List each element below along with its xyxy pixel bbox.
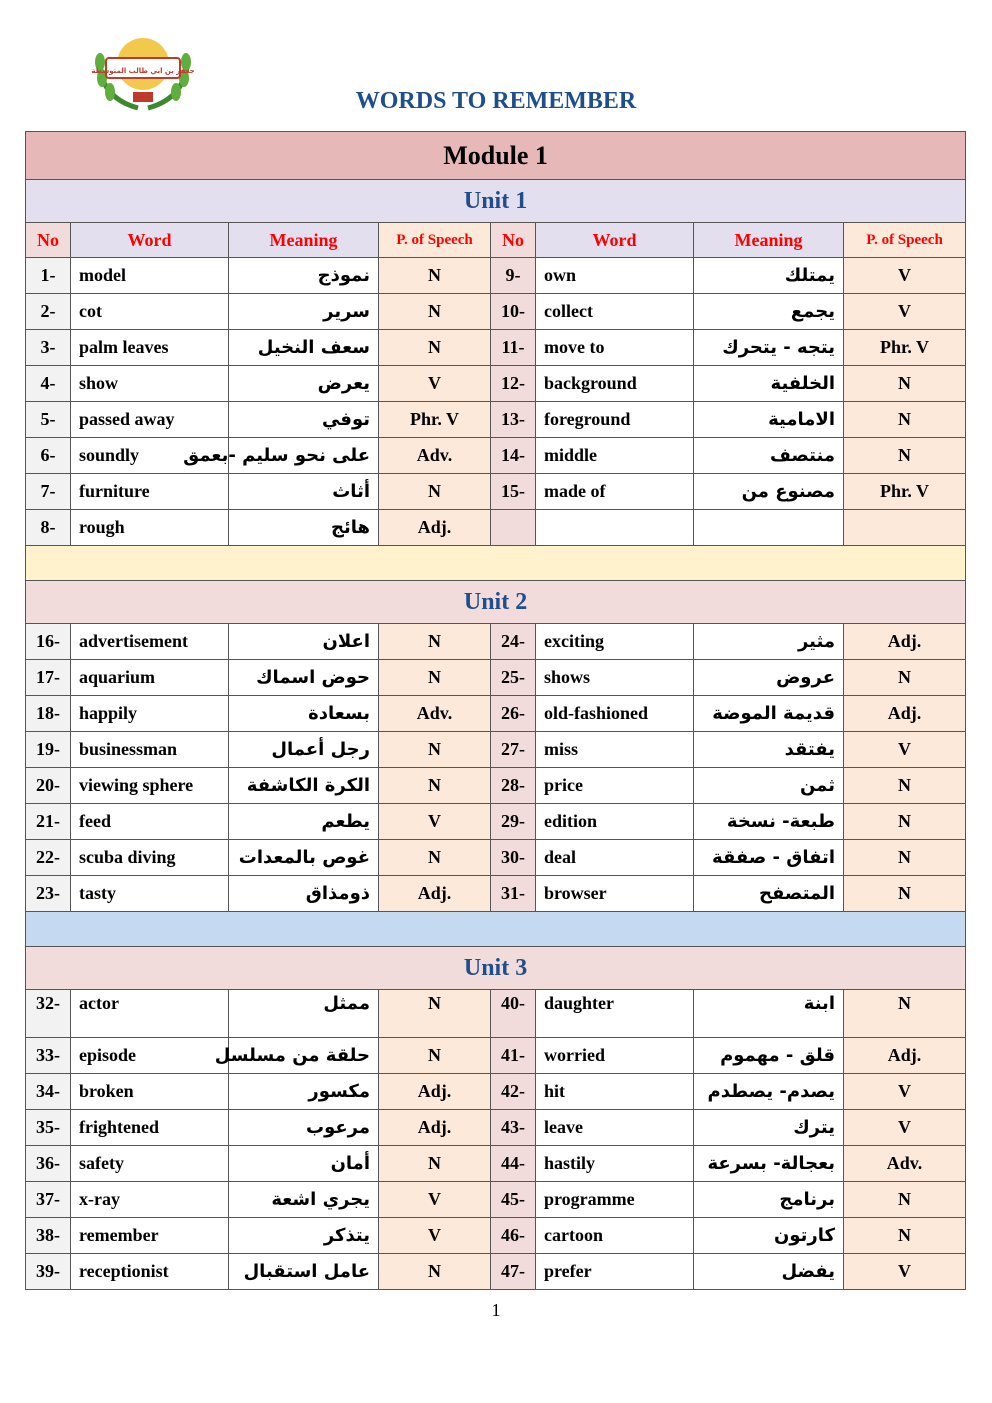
column-header-word: Word: [536, 223, 694, 258]
pos-cell: N: [844, 840, 966, 876]
meaning-cell: عروض: [694, 660, 844, 696]
pos-cell: V: [844, 1254, 966, 1290]
number-cell: 11-: [491, 330, 536, 366]
number-cell: 41-: [491, 1038, 536, 1074]
word-cell: move to: [536, 330, 694, 366]
unit-title: Unit 1: [26, 180, 966, 223]
meaning-cell: يعرض: [229, 366, 379, 402]
word-cell: miss: [536, 732, 694, 768]
pos-cell: N: [844, 438, 966, 474]
word-cell: advertisement: [71, 624, 229, 660]
pos-cell: N: [844, 768, 966, 804]
pos-cell: V: [844, 1074, 966, 1110]
pos-cell: Adv.: [379, 438, 491, 474]
meaning-cell: توفي: [229, 402, 379, 438]
column-header-word: Word: [71, 223, 229, 258]
table-row: [26, 438, 966, 474]
meaning-cell: مثير: [694, 624, 844, 660]
word-cell: aquarium: [71, 660, 229, 696]
word-cell: worried: [536, 1038, 694, 1074]
column-header-no: No: [26, 223, 71, 258]
word-cell: rough: [71, 510, 229, 546]
pos-cell: N: [844, 804, 966, 840]
word-cell: cartoon: [536, 1218, 694, 1254]
column-header-meaning: Meaning: [694, 223, 844, 258]
word-cell: broken: [71, 1074, 229, 1110]
meaning-cell: سعف النخيل: [229, 330, 379, 366]
meaning-cell: كارتون: [694, 1218, 844, 1254]
pos-cell: Phr. V: [844, 474, 966, 510]
unit-row: [26, 947, 966, 990]
pos-cell: N: [379, 1254, 491, 1290]
table-row: [26, 624, 966, 660]
pos-cell: N: [844, 1182, 966, 1218]
pos-cell: N: [379, 474, 491, 510]
number-cell: 45-: [491, 1182, 536, 1218]
meaning-cell: يفضل: [694, 1254, 844, 1290]
meaning-cell: يجمع: [694, 294, 844, 330]
number-cell: 28-: [491, 768, 536, 804]
number-cell: 40-: [491, 990, 536, 1038]
word-cell: frightened: [71, 1110, 229, 1146]
meaning-cell: الخلفية: [694, 366, 844, 402]
meaning-cell: يجري اشعة: [229, 1182, 379, 1218]
meaning-cell: حلقة من مسلسل: [229, 1038, 379, 1074]
table-row: [26, 768, 966, 804]
meaning-cell: يترك: [694, 1110, 844, 1146]
word-cell: foreground: [536, 402, 694, 438]
meaning-cell: طبعة- نسخة: [694, 804, 844, 840]
word-cell: background: [536, 366, 694, 402]
pos-cell: Adv.: [844, 1146, 966, 1182]
meaning-cell: رجل أعمال: [229, 732, 379, 768]
column-header-meaning: Meaning: [229, 223, 379, 258]
word-cell: show: [71, 366, 229, 402]
word-cell: [536, 510, 694, 546]
number-cell: 13-: [491, 402, 536, 438]
word-cell: episode: [71, 1038, 229, 1074]
meaning-cell: على نحو سليم -بعمق: [229, 438, 379, 474]
number-cell: 15-: [491, 474, 536, 510]
table-row: [26, 510, 966, 546]
pos-cell: V: [844, 732, 966, 768]
meaning-cell: غوص بالمعدات: [229, 840, 379, 876]
pos-cell: V: [844, 1110, 966, 1146]
meaning-cell: اتفاق - صفقة: [694, 840, 844, 876]
number-cell: 19-: [26, 732, 71, 768]
meaning-cell: مكسور: [229, 1074, 379, 1110]
number-cell: 23-: [26, 876, 71, 912]
number-cell: 18-: [26, 696, 71, 732]
unit-row: [26, 581, 966, 624]
column-header-pos: P. of Speech: [844, 223, 966, 258]
table-row: [26, 258, 966, 294]
column-header-row: [26, 223, 966, 258]
pos-cell: N: [379, 294, 491, 330]
table-body: [26, 132, 966, 1290]
meaning-cell: يمتلك: [694, 258, 844, 294]
word-cell: old-fashioned: [536, 696, 694, 732]
word-cell: viewing sphere: [71, 768, 229, 804]
pos-cell: V: [844, 294, 966, 330]
logo-text: جعفر بن ابي طالب المتوسطة: [91, 67, 195, 75]
word-cell: leave: [536, 1110, 694, 1146]
table-row: [26, 876, 966, 912]
pos-cell: N: [379, 258, 491, 294]
meaning-cell: الامامية: [694, 402, 844, 438]
pos-cell: Phr. V: [379, 402, 491, 438]
number-cell: 12-: [491, 366, 536, 402]
unit-title: Unit 2: [26, 581, 966, 624]
number-cell: 21-: [26, 804, 71, 840]
meaning-cell: ثمن: [694, 768, 844, 804]
meaning-cell: سرير: [229, 294, 379, 330]
pos-cell: Adj.: [379, 1074, 491, 1110]
meaning-cell: قديمة الموضة: [694, 696, 844, 732]
meaning-cell: أمان: [229, 1146, 379, 1182]
pos-cell: Phr. V: [844, 330, 966, 366]
pos-cell: V: [379, 1182, 491, 1218]
number-cell: 31-: [491, 876, 536, 912]
column-header-no: No: [491, 223, 536, 258]
word-cell: browser: [536, 876, 694, 912]
separator-cell: [26, 912, 966, 947]
word-cell: cot: [71, 294, 229, 330]
meaning-cell: الكرة الكاشفة: [229, 768, 379, 804]
number-cell: 46-: [491, 1218, 536, 1254]
number-cell: 1-: [26, 258, 71, 294]
word-cell: prefer: [536, 1254, 694, 1290]
number-cell: 32-: [26, 990, 71, 1038]
pos-cell: V: [844, 258, 966, 294]
word-cell: deal: [536, 840, 694, 876]
pos-cell: V: [379, 804, 491, 840]
meaning-cell: قلق - مهموم: [694, 1038, 844, 1074]
meaning-cell: برنامج: [694, 1182, 844, 1218]
number-cell: 35-: [26, 1110, 71, 1146]
number-cell: 44-: [491, 1146, 536, 1182]
word-cell: shows: [536, 660, 694, 696]
number-cell: 9-: [491, 258, 536, 294]
pos-cell: N: [844, 876, 966, 912]
pos-cell: N: [379, 624, 491, 660]
number-cell: 39-: [26, 1254, 71, 1290]
table-row: [26, 804, 966, 840]
pos-cell: [844, 510, 966, 546]
number-cell: 34-: [26, 1074, 71, 1110]
table-row: [26, 1254, 966, 1290]
pos-cell: N: [844, 402, 966, 438]
table-row: [26, 294, 966, 330]
word-cell: edition: [536, 804, 694, 840]
word-cell: happily: [71, 696, 229, 732]
separator-cell: [26, 546, 966, 581]
pos-cell: N: [379, 330, 491, 366]
vocabulary-table: [25, 131, 966, 1290]
meaning-cell: ابنة: [694, 990, 844, 1038]
meaning-cell: يفتقد: [694, 732, 844, 768]
meaning-cell: يطعم: [229, 804, 379, 840]
word-cell: tasty: [71, 876, 229, 912]
pos-cell: N: [844, 1218, 966, 1254]
word-cell: furniture: [71, 474, 229, 510]
number-cell: 25-: [491, 660, 536, 696]
table-row: [26, 990, 966, 1038]
meaning-cell: هائج: [229, 510, 379, 546]
word-cell: palm leaves: [71, 330, 229, 366]
meaning-cell: بعجالة- بسرعة: [694, 1146, 844, 1182]
word-cell: hit: [536, 1074, 694, 1110]
pos-cell: N: [379, 840, 491, 876]
number-cell: 2-: [26, 294, 71, 330]
meaning-cell: ممثل: [229, 990, 379, 1038]
number-cell: 47-: [491, 1254, 536, 1290]
number-cell: 14-: [491, 438, 536, 474]
pos-cell: Adv.: [379, 696, 491, 732]
pos-cell: Adj.: [379, 1110, 491, 1146]
word-cell: x-ray: [71, 1182, 229, 1218]
word-cell: safety: [71, 1146, 229, 1182]
table-row: [26, 1038, 966, 1074]
number-cell: 10-: [491, 294, 536, 330]
table-row: [26, 1182, 966, 1218]
meaning-cell: بسعادة: [229, 696, 379, 732]
table-row: [26, 330, 966, 366]
meaning-cell: اعلان: [229, 624, 379, 660]
page-number: 1: [491, 1300, 501, 1320]
word-cell: made of: [536, 474, 694, 510]
pos-cell: V: [379, 366, 491, 402]
meaning-cell: عامل استقبال: [229, 1254, 379, 1290]
meaning-cell: يتجه - يتحرك: [694, 330, 844, 366]
meaning-cell: المتصفح: [694, 876, 844, 912]
pos-cell: Adj.: [379, 876, 491, 912]
table-row: [26, 696, 966, 732]
number-cell: 30-: [491, 840, 536, 876]
meaning-cell: مصنوع من: [694, 474, 844, 510]
meaning-cell: [694, 510, 844, 546]
number-cell: 42-: [491, 1074, 536, 1110]
number-cell: 36-: [26, 1146, 71, 1182]
number-cell: 38-: [26, 1218, 71, 1254]
separator-row: [26, 912, 966, 947]
number-cell: 8-: [26, 510, 71, 546]
page-title: WORDS TO REMEMBER: [355, 88, 637, 114]
number-cell: 6-: [26, 438, 71, 474]
number-cell: 3-: [26, 330, 71, 366]
pos-cell: N: [844, 990, 966, 1038]
table-row: [26, 840, 966, 876]
word-cell: daughter: [536, 990, 694, 1038]
meaning-cell: ذومذاق: [229, 876, 379, 912]
number-cell: 17-: [26, 660, 71, 696]
word-cell: exciting: [536, 624, 694, 660]
pos-cell: N: [379, 732, 491, 768]
table-row: [26, 474, 966, 510]
meaning-cell: يصدم- يصطدم: [694, 1074, 844, 1110]
number-cell: 26-: [491, 696, 536, 732]
module-row: [26, 132, 966, 180]
word-cell: hastily: [536, 1146, 694, 1182]
pos-cell: N: [844, 660, 966, 696]
word-cell: soundly: [71, 438, 229, 474]
table-row: [26, 1146, 966, 1182]
word-cell: actor: [71, 990, 229, 1038]
pos-cell: N: [379, 660, 491, 696]
pos-cell: N: [379, 1146, 491, 1182]
table-row: [26, 402, 966, 438]
number-cell: 7-: [26, 474, 71, 510]
pos-cell: N: [379, 990, 491, 1038]
word-cell: model: [71, 258, 229, 294]
word-cell: passed away: [71, 402, 229, 438]
word-cell: programme: [536, 1182, 694, 1218]
unit-title: Unit 3: [26, 947, 966, 990]
number-cell: 37-: [26, 1182, 71, 1218]
number-cell: [491, 510, 536, 546]
meaning-cell: أثاث: [229, 474, 379, 510]
number-cell: 22-: [26, 840, 71, 876]
word-cell: price: [536, 768, 694, 804]
word-cell: own: [536, 258, 694, 294]
number-cell: 43-: [491, 1110, 536, 1146]
word-cell: middle: [536, 438, 694, 474]
number-cell: 20-: [26, 768, 71, 804]
pos-cell: Adj.: [844, 1038, 966, 1074]
column-header-pos: P. of Speech: [379, 223, 491, 258]
table-row: [26, 366, 966, 402]
meaning-cell: منتصف: [694, 438, 844, 474]
meaning-cell: يتذكر: [229, 1218, 379, 1254]
pos-cell: Adj.: [844, 696, 966, 732]
number-cell: 24-: [491, 624, 536, 660]
meaning-cell: نموذج: [229, 258, 379, 294]
table-row: [26, 1074, 966, 1110]
pos-cell: Adj.: [379, 510, 491, 546]
unit-row: [26, 180, 966, 223]
meaning-cell: مرعوب: [229, 1110, 379, 1146]
table-row: [26, 1218, 966, 1254]
pos-cell: V: [379, 1218, 491, 1254]
pos-cell: N: [844, 366, 966, 402]
table-row: [26, 660, 966, 696]
pos-cell: Adj.: [844, 624, 966, 660]
number-cell: 27-: [491, 732, 536, 768]
pos-cell: N: [379, 1038, 491, 1074]
number-cell: 33-: [26, 1038, 71, 1074]
word-cell: collect: [536, 294, 694, 330]
module-title: Module 1: [26, 132, 966, 180]
word-cell: receptionist: [71, 1254, 229, 1290]
number-cell: 5-: [26, 402, 71, 438]
table-row: [26, 732, 966, 768]
number-cell: 16-: [26, 624, 71, 660]
number-cell: 4-: [26, 366, 71, 402]
meaning-cell: حوض اسماك: [229, 660, 379, 696]
word-cell: feed: [71, 804, 229, 840]
word-cell: scuba diving: [71, 840, 229, 876]
pos-cell: N: [379, 768, 491, 804]
word-cell: businessman: [71, 732, 229, 768]
separator-row: [26, 546, 966, 581]
word-cell: remember: [71, 1218, 229, 1254]
table-row: [26, 1110, 966, 1146]
number-cell: 29-: [491, 804, 536, 840]
